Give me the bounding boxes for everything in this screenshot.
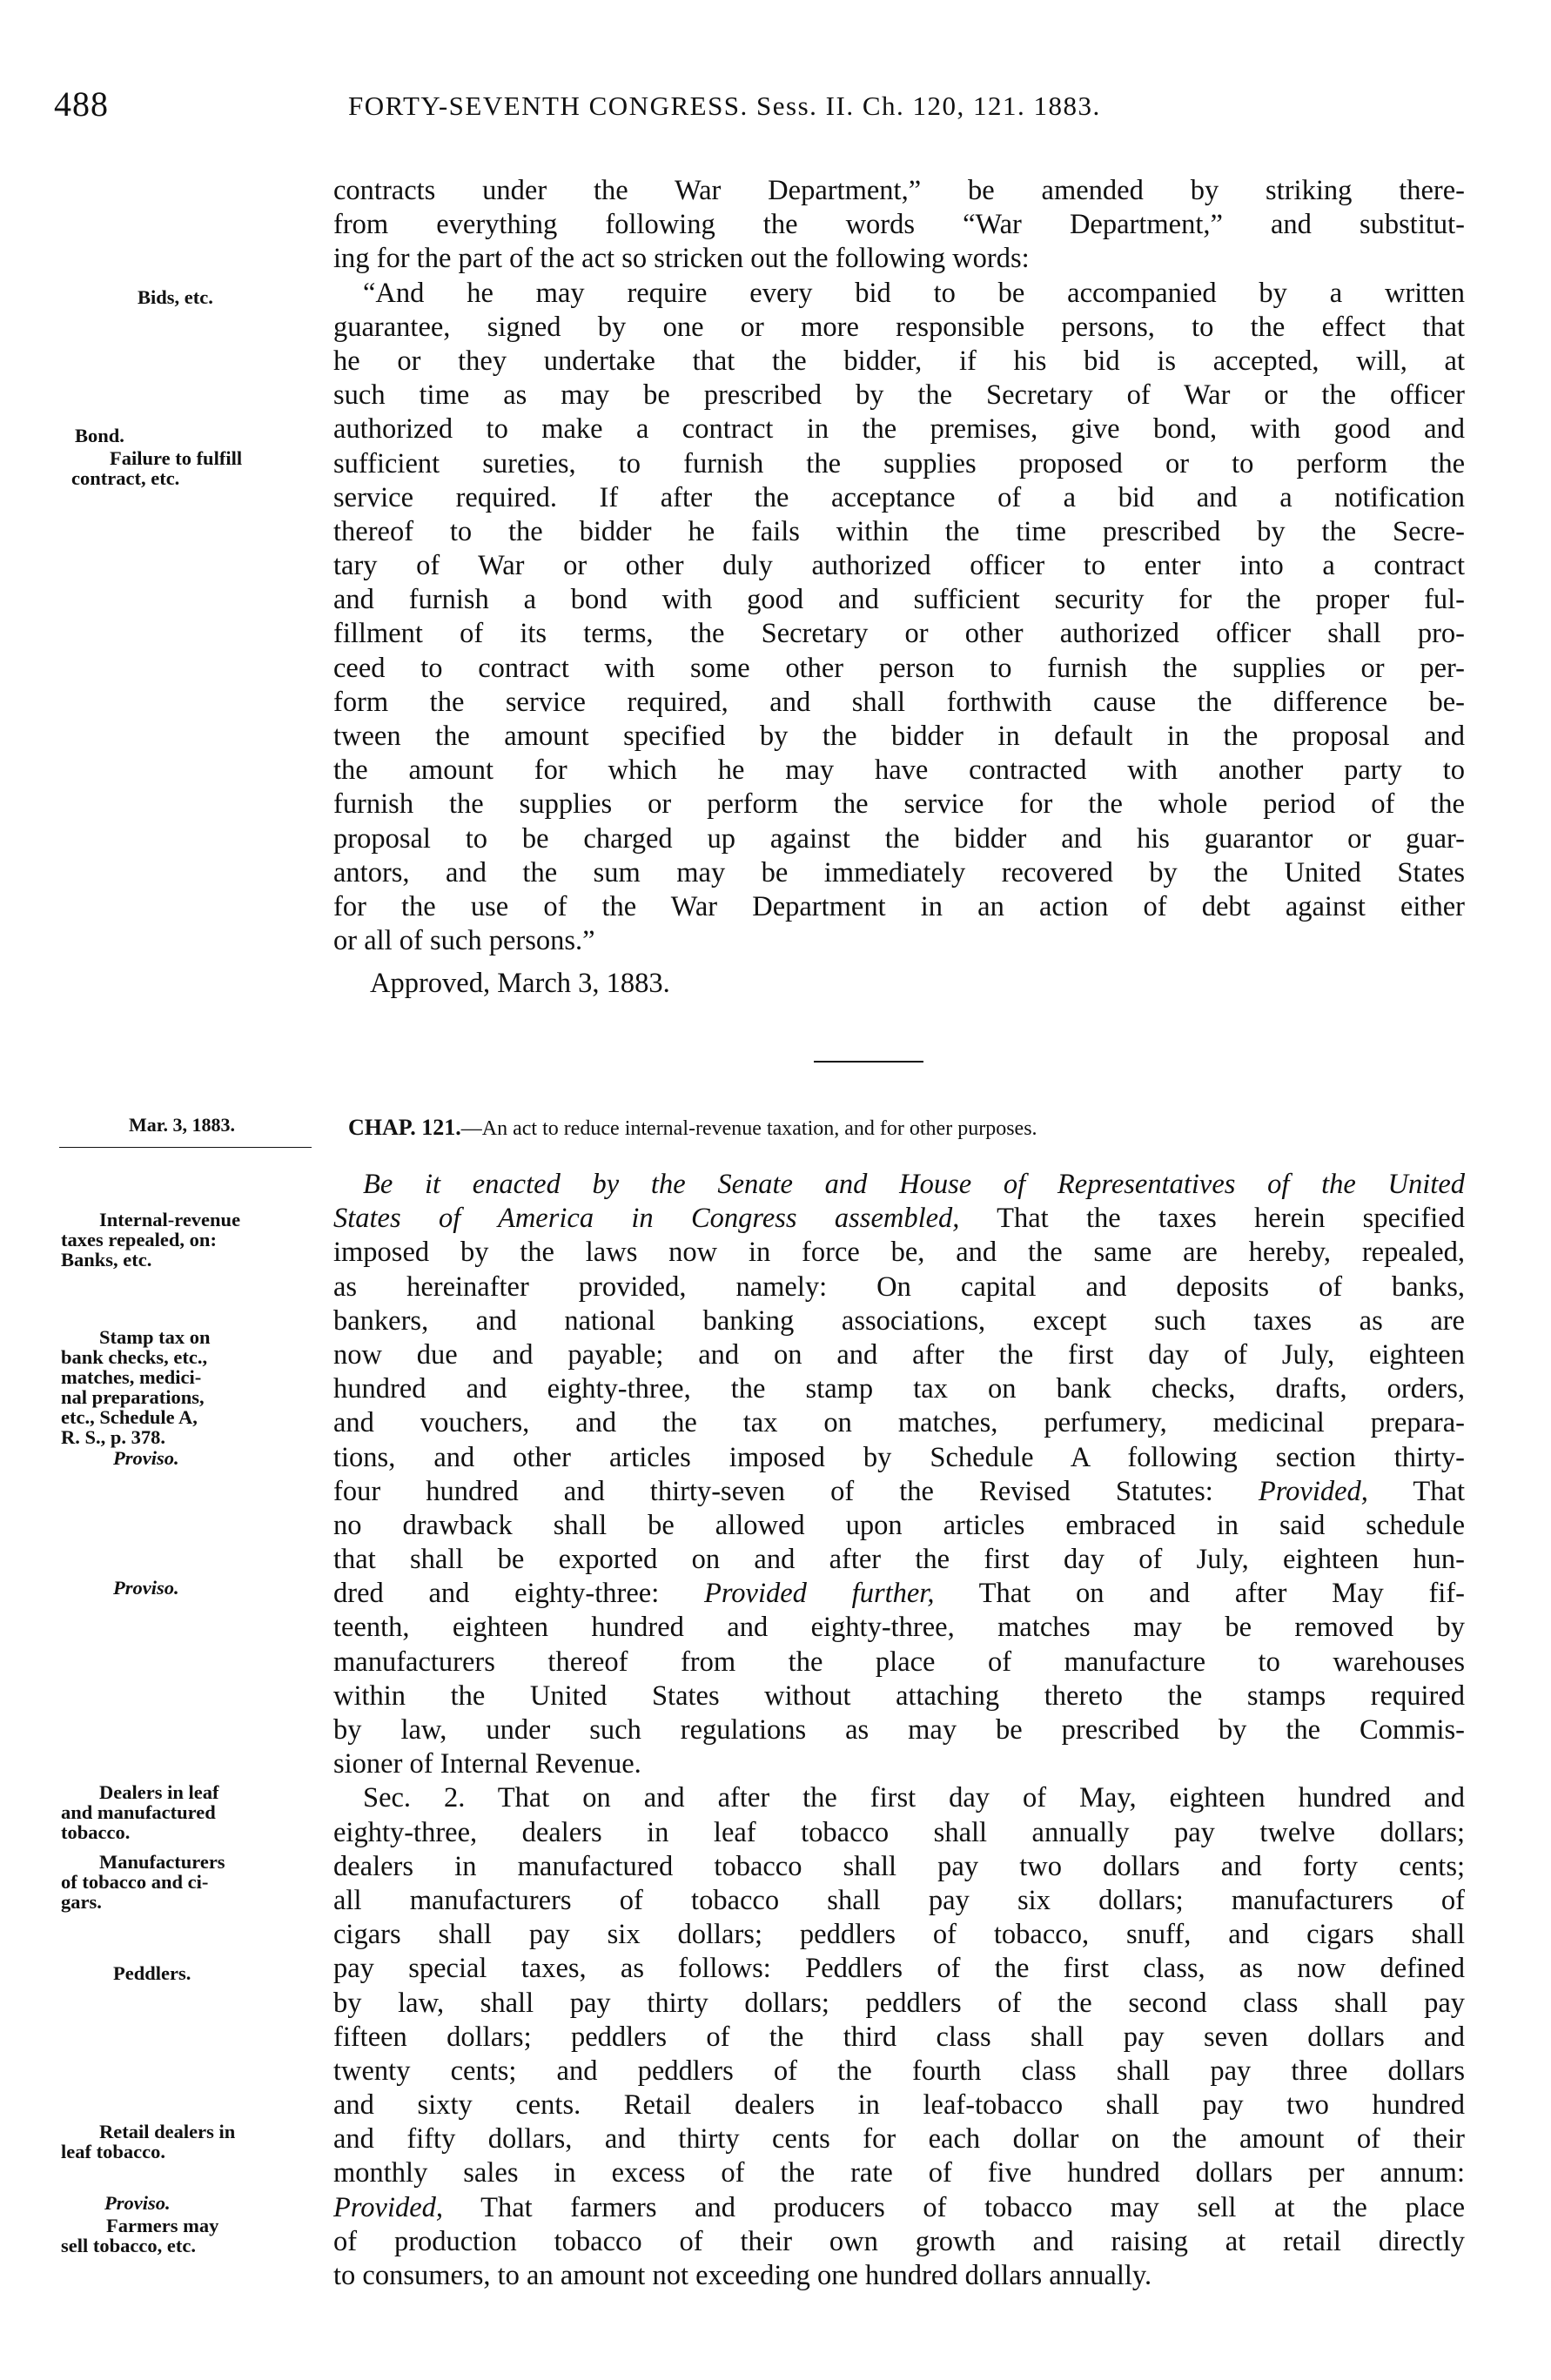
margin-note-bond: Bond. bbox=[75, 425, 124, 446]
text-line: bankers, and national banking associations, except such taxes as are bbox=[333, 1304, 1465, 1337]
text-line: tary of War or other duly authorized officer to enter into a contract bbox=[333, 550, 1465, 582]
text-line: as hereinafter provided, namely: On capital and deposits of banks, bbox=[333, 1270, 1465, 1303]
margin-note-proviso-3: Proviso. bbox=[104, 2192, 171, 2214]
text-line: four hundred and thirty-seven of the Revised Statutes: Provided, That bbox=[333, 1475, 1465, 1507]
proviso-word: Provided further, bbox=[703, 1578, 935, 1610]
date-rule bbox=[59, 1147, 312, 1148]
chapter-label: CHAP. 121. bbox=[348, 1115, 461, 1140]
text-line: fillment of its terms, the Secretary or other authorized officer shall pro- bbox=[333, 618, 1465, 650]
text-line: for the use of the War Department in an action of debt against either bbox=[333, 890, 1465, 922]
enacting-clause-2: States of America in Congress assembled, bbox=[333, 1203, 960, 1235]
proviso-word: Provided, bbox=[1258, 1475, 1368, 1507]
text-line: antors, and the sum may be immediately recovered by the United States bbox=[333, 856, 1465, 888]
text-line: guarantee, signed by one or more responsible persons, to the effect that bbox=[333, 311, 1465, 343]
text-line: such time as may be prescribed by the Secretary of War or the officer bbox=[333, 379, 1465, 412]
text-line: he or they undertake that the bidder, if his bid is accepted, will, at bbox=[333, 345, 1465, 377]
text-line: contracts under the War Department,” be amended by striking there- bbox=[333, 175, 1465, 206]
margin-note-bids: Bids, etc. bbox=[138, 286, 213, 308]
text-line: and fifty dollars, and thirty cents for each dollar on the amount of their bbox=[333, 2123, 1465, 2155]
text-line: twenty cents; and peddlers of the fourth class shall pay three dollars bbox=[333, 2055, 1465, 2087]
approved-line: Approved, March 3, 1883. bbox=[370, 968, 670, 999]
text-line: tions, and other articles imposed by Schedule A following section thirty- bbox=[333, 1441, 1465, 1473]
text-line: dred and eighty-three: Provided further, That on and after May fif- bbox=[333, 1578, 1465, 1610]
text-line: eighty-three, dealers in leaf tobacco shall annually pay twelve dollars; bbox=[333, 1816, 1465, 1848]
text-line: no drawback shall be allowed upon articles embraced in said schedule bbox=[333, 1509, 1465, 1541]
text-line: Provided, That farmers and producers of tobacco may sell at the place bbox=[333, 2191, 1465, 2223]
text-line: tween the amount specified by the bidder in default in the proposal and bbox=[333, 721, 1465, 752]
margin-note-proviso-2: Proviso. bbox=[113, 1577, 179, 1599]
chapter-120-text bbox=[333, 174, 1465, 958]
text-line: service required. If after the acceptance of a bid and a notification bbox=[333, 481, 1465, 513]
margin-note-peddlers: Peddlers. bbox=[113, 1962, 191, 1984]
text-line: or all of such persons.” bbox=[333, 925, 595, 957]
margin-note-stamp-tax: Stamp tax on bank checks, etc., matches, medici- nal preparations, etc., Schedule A, R. S., p. 378. bbox=[61, 1326, 211, 1448]
text-line: by law, shall pay thirty dollars; peddlers of the second class shall pay bbox=[333, 1987, 1465, 2019]
margin-note-proviso-1: Proviso. bbox=[113, 1447, 179, 1469]
margin-note-dealers: Dealers in leaf and manufactured tobacco. bbox=[61, 1781, 219, 1843]
text-line: pay special taxes, as follows: Peddlers of the first class, as now defined bbox=[333, 1953, 1465, 1985]
margin-note-failure: Failure to fulfill contract, etc. bbox=[71, 447, 243, 489]
text-line: and vouchers, and the tax on matches, perfumery, medicinal prepara- bbox=[333, 1407, 1465, 1439]
text-line bbox=[333, 1168, 1465, 1202]
enacting-clause: Be it enacted by the Senate and House of Representatives of the United bbox=[363, 1169, 1465, 1200]
text-line: thereof to the bidder he fails within the time prescribed by the Secre- bbox=[333, 515, 1465, 547]
text-line: “And he may require every bid to be accompanied by a written bbox=[363, 277, 1465, 309]
page-number: 488 bbox=[54, 84, 109, 124]
margin-note-farmers: Farmers may sell tobacco, etc. bbox=[61, 2215, 219, 2256]
margin-note-manufacturers: Manufacturers of tobacco and ci- gars. bbox=[61, 1851, 225, 1913]
text-line: cigars shall pay six dollars; peddlers of tobacco, snuff, and cigars shall bbox=[333, 1919, 1465, 1951]
text-line: ing for the part of the act so stricken out the following words: bbox=[333, 243, 1030, 275]
text-line: sioner of Internal Revenue. bbox=[333, 1748, 641, 1780]
text-line: all manufacturers of tobacco shall pay six dollars; manufacturers of bbox=[333, 1884, 1465, 1916]
text-line: manufacturers thereof from the place of manufacture to warehouses bbox=[333, 1646, 1465, 1678]
text-line: hundred and eighty-three, the stamp tax on bank checks, drafts, orders, bbox=[333, 1373, 1465, 1405]
margin-note-retail-dealers: Retail dealers in leaf tobacco. bbox=[61, 2121, 236, 2162]
chapter-121-text bbox=[333, 1168, 1465, 2293]
chapter-title-text: —An act to reduce internal-revenue taxation, and for other purposes. bbox=[460, 1117, 1037, 1140]
text-line: States of America in Congress assembled, That the taxes herein specified bbox=[333, 1203, 1465, 1235]
margin-note-internal-revenue: Internal-revenue taxes repealed, on: Banks, etc. bbox=[61, 1209, 241, 1270]
text-line: Sec. 2. That on and after the first day of May, eighteen hundred and bbox=[363, 1782, 1465, 1814]
text-line: to consumers, to an amount not exceeding one hundred dollars annually. bbox=[333, 2260, 1152, 2291]
text-line: and furnish a bond with good and sufficient security for the proper ful- bbox=[333, 584, 1465, 616]
text-line: fifteen dollars; peddlers of the third class shall pay seven dollars and bbox=[333, 2021, 1465, 2053]
text-line: that shall be exported on and after the first day of July, eighteen hun- bbox=[333, 1544, 1465, 1576]
text-line: sufficient sureties, to furnish the supplies proposed or to perform the bbox=[333, 447, 1465, 479]
proviso-word: Provided, bbox=[333, 2191, 444, 2223]
text-line: the amount for which he may have contracted with another party to bbox=[333, 754, 1465, 787]
text-line: of production tobacco of their own growth and raising at retail directly bbox=[333, 2225, 1465, 2257]
text-line: authorized to make a contract in the premises, give bond, with good and bbox=[333, 413, 1465, 446]
text-line: and sixty cents. Retail dealers in leaf-tobacco shall pay two hundred bbox=[333, 2089, 1465, 2122]
text-line: form the service required, and shall forthwith cause the difference be- bbox=[333, 686, 1465, 718]
text-line: imposed by the laws now in force be, and the same are hereby, repealed, bbox=[333, 1237, 1465, 1269]
text-line: now due and payable; and on and after the first day of July, eighteen bbox=[333, 1338, 1465, 1371]
chapter-date: Mar. 3, 1883. bbox=[129, 1114, 236, 1136]
text-line: proposal to be charged up against the bidder and his guarantor or guar- bbox=[333, 822, 1465, 855]
chapter-title bbox=[348, 1115, 1037, 1141]
text-line: within the United States without attaching thereto the stamps required bbox=[333, 1679, 1465, 1712]
text-line: teenth, eighteen hundred and eighty-three, matches may be removed by bbox=[333, 1612, 1465, 1644]
text-line: ceed to contract with some other person to furnish the supplies or per- bbox=[333, 652, 1465, 684]
section-label: Sec. 2. bbox=[363, 1782, 466, 1814]
text-line: from everything following the words “War Department,” and substitut- bbox=[333, 209, 1465, 241]
running-head: FORTY-SEVENTH CONGRESS. Sess. II. Ch. 120, 121. 1883. bbox=[348, 91, 1101, 121]
text-line: monthly sales in excess of the rate of five hundred dollars per annum: bbox=[333, 2157, 1465, 2189]
text-line: by law, under such regulations as may be prescribed by the Commis- bbox=[333, 1714, 1465, 1746]
text-line: dealers in manufactured tobacco shall pay two dollars and forty cents; bbox=[333, 1850, 1465, 1882]
text-line: furnish the supplies or perform the service for the whole period of the bbox=[333, 788, 1465, 821]
section-divider bbox=[814, 1061, 923, 1063]
